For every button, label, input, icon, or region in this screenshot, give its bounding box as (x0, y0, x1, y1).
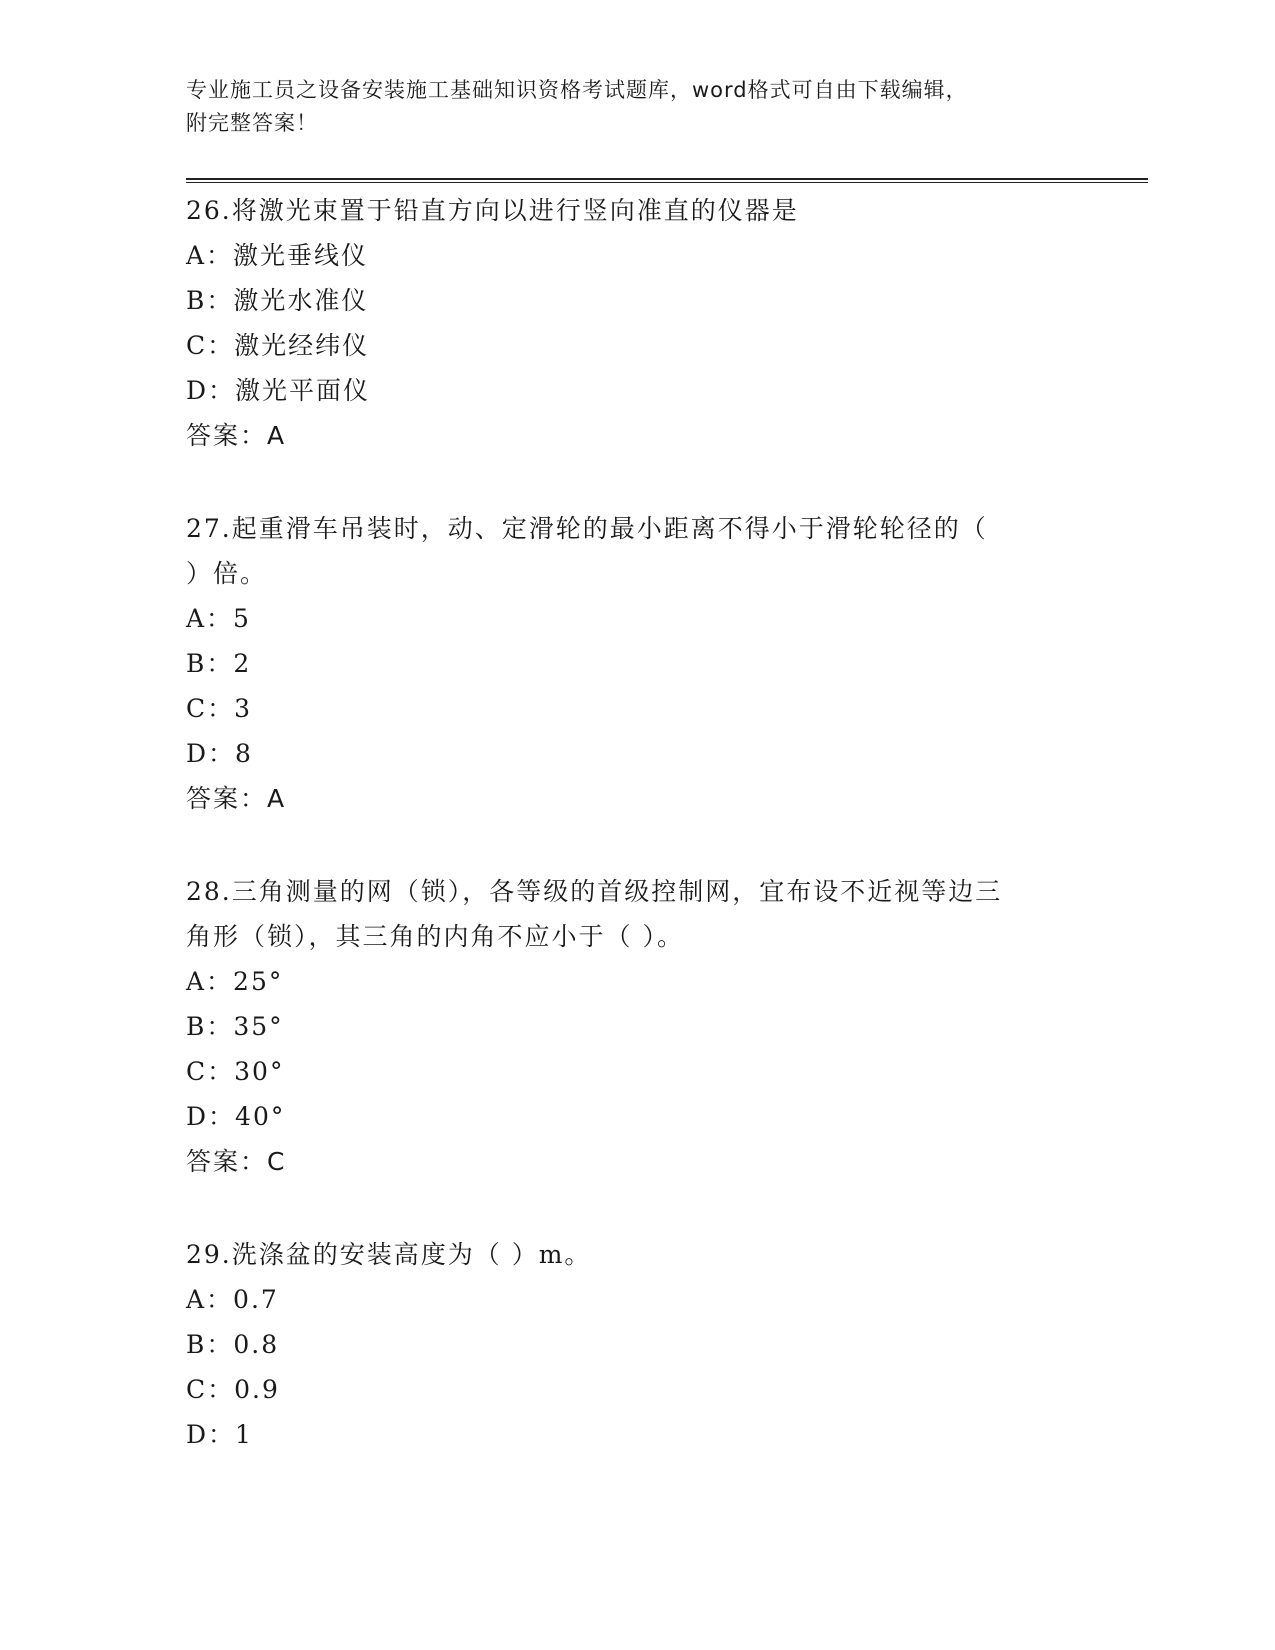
header-divider-thick (186, 178, 1148, 180)
option-d: D：8 (186, 739, 253, 768)
option-b: B：0.8 (186, 1330, 280, 1359)
question-29 (186, 1232, 1086, 1457)
answer-line: 答案：C (186, 1147, 287, 1176)
option-c: C：30° (186, 1057, 285, 1086)
document-header (186, 74, 1086, 140)
option-a: A：25° (186, 967, 284, 996)
option-d: D：激光平面仪 (186, 376, 371, 405)
answer-line: 答案：A (186, 421, 287, 450)
answer-line: 答案：A (186, 784, 287, 813)
header-line-2: 附完整答案！ (186, 111, 318, 135)
option-b: B：激光水准仪 (186, 286, 369, 315)
option-a: A：5 (186, 604, 251, 633)
option-b: B：2 (186, 649, 252, 678)
option-c: C：3 (186, 694, 253, 723)
option-d: D：1 (186, 1420, 253, 1449)
question-27 (186, 506, 1086, 821)
option-a: A：激光垂线仪 (186, 241, 369, 270)
question-stem: 28.三角测量的网（锁），各等级的首级控制网，宜布设不近视等边三 (186, 877, 1003, 906)
header-divider-thin (186, 182, 1148, 183)
option-b: B：35° (186, 1012, 284, 1041)
option-c: C：0.9 (186, 1375, 280, 1404)
question-28 (186, 869, 1086, 1184)
option-c: C：激光经纬仪 (186, 331, 370, 360)
question-stem: 29.洗涤盆的安装高度为（ ）m。 (186, 1240, 592, 1269)
header-line-1: 专业施工员之设备安装施工基础知识资格考试题库，word格式可自由下载编辑， (186, 78, 968, 102)
question-26 (186, 188, 1086, 458)
question-stem-continued: ）倍。 (186, 559, 268, 588)
question-stem: 26.将激光束置于铅直方向以进行竖向准直的仪器是 (186, 196, 799, 225)
question-list (186, 188, 1086, 1505)
question-stem: 27.起重滑车吊装时，动、定滑轮的最小距离不得小于滑轮轮径的（ (186, 514, 988, 543)
question-stem-continued: 角形（锁），其三角的内角不应小于（ ）。 (186, 922, 684, 951)
option-a: A：0.7 (186, 1285, 279, 1314)
option-d: D：40° (186, 1102, 286, 1131)
